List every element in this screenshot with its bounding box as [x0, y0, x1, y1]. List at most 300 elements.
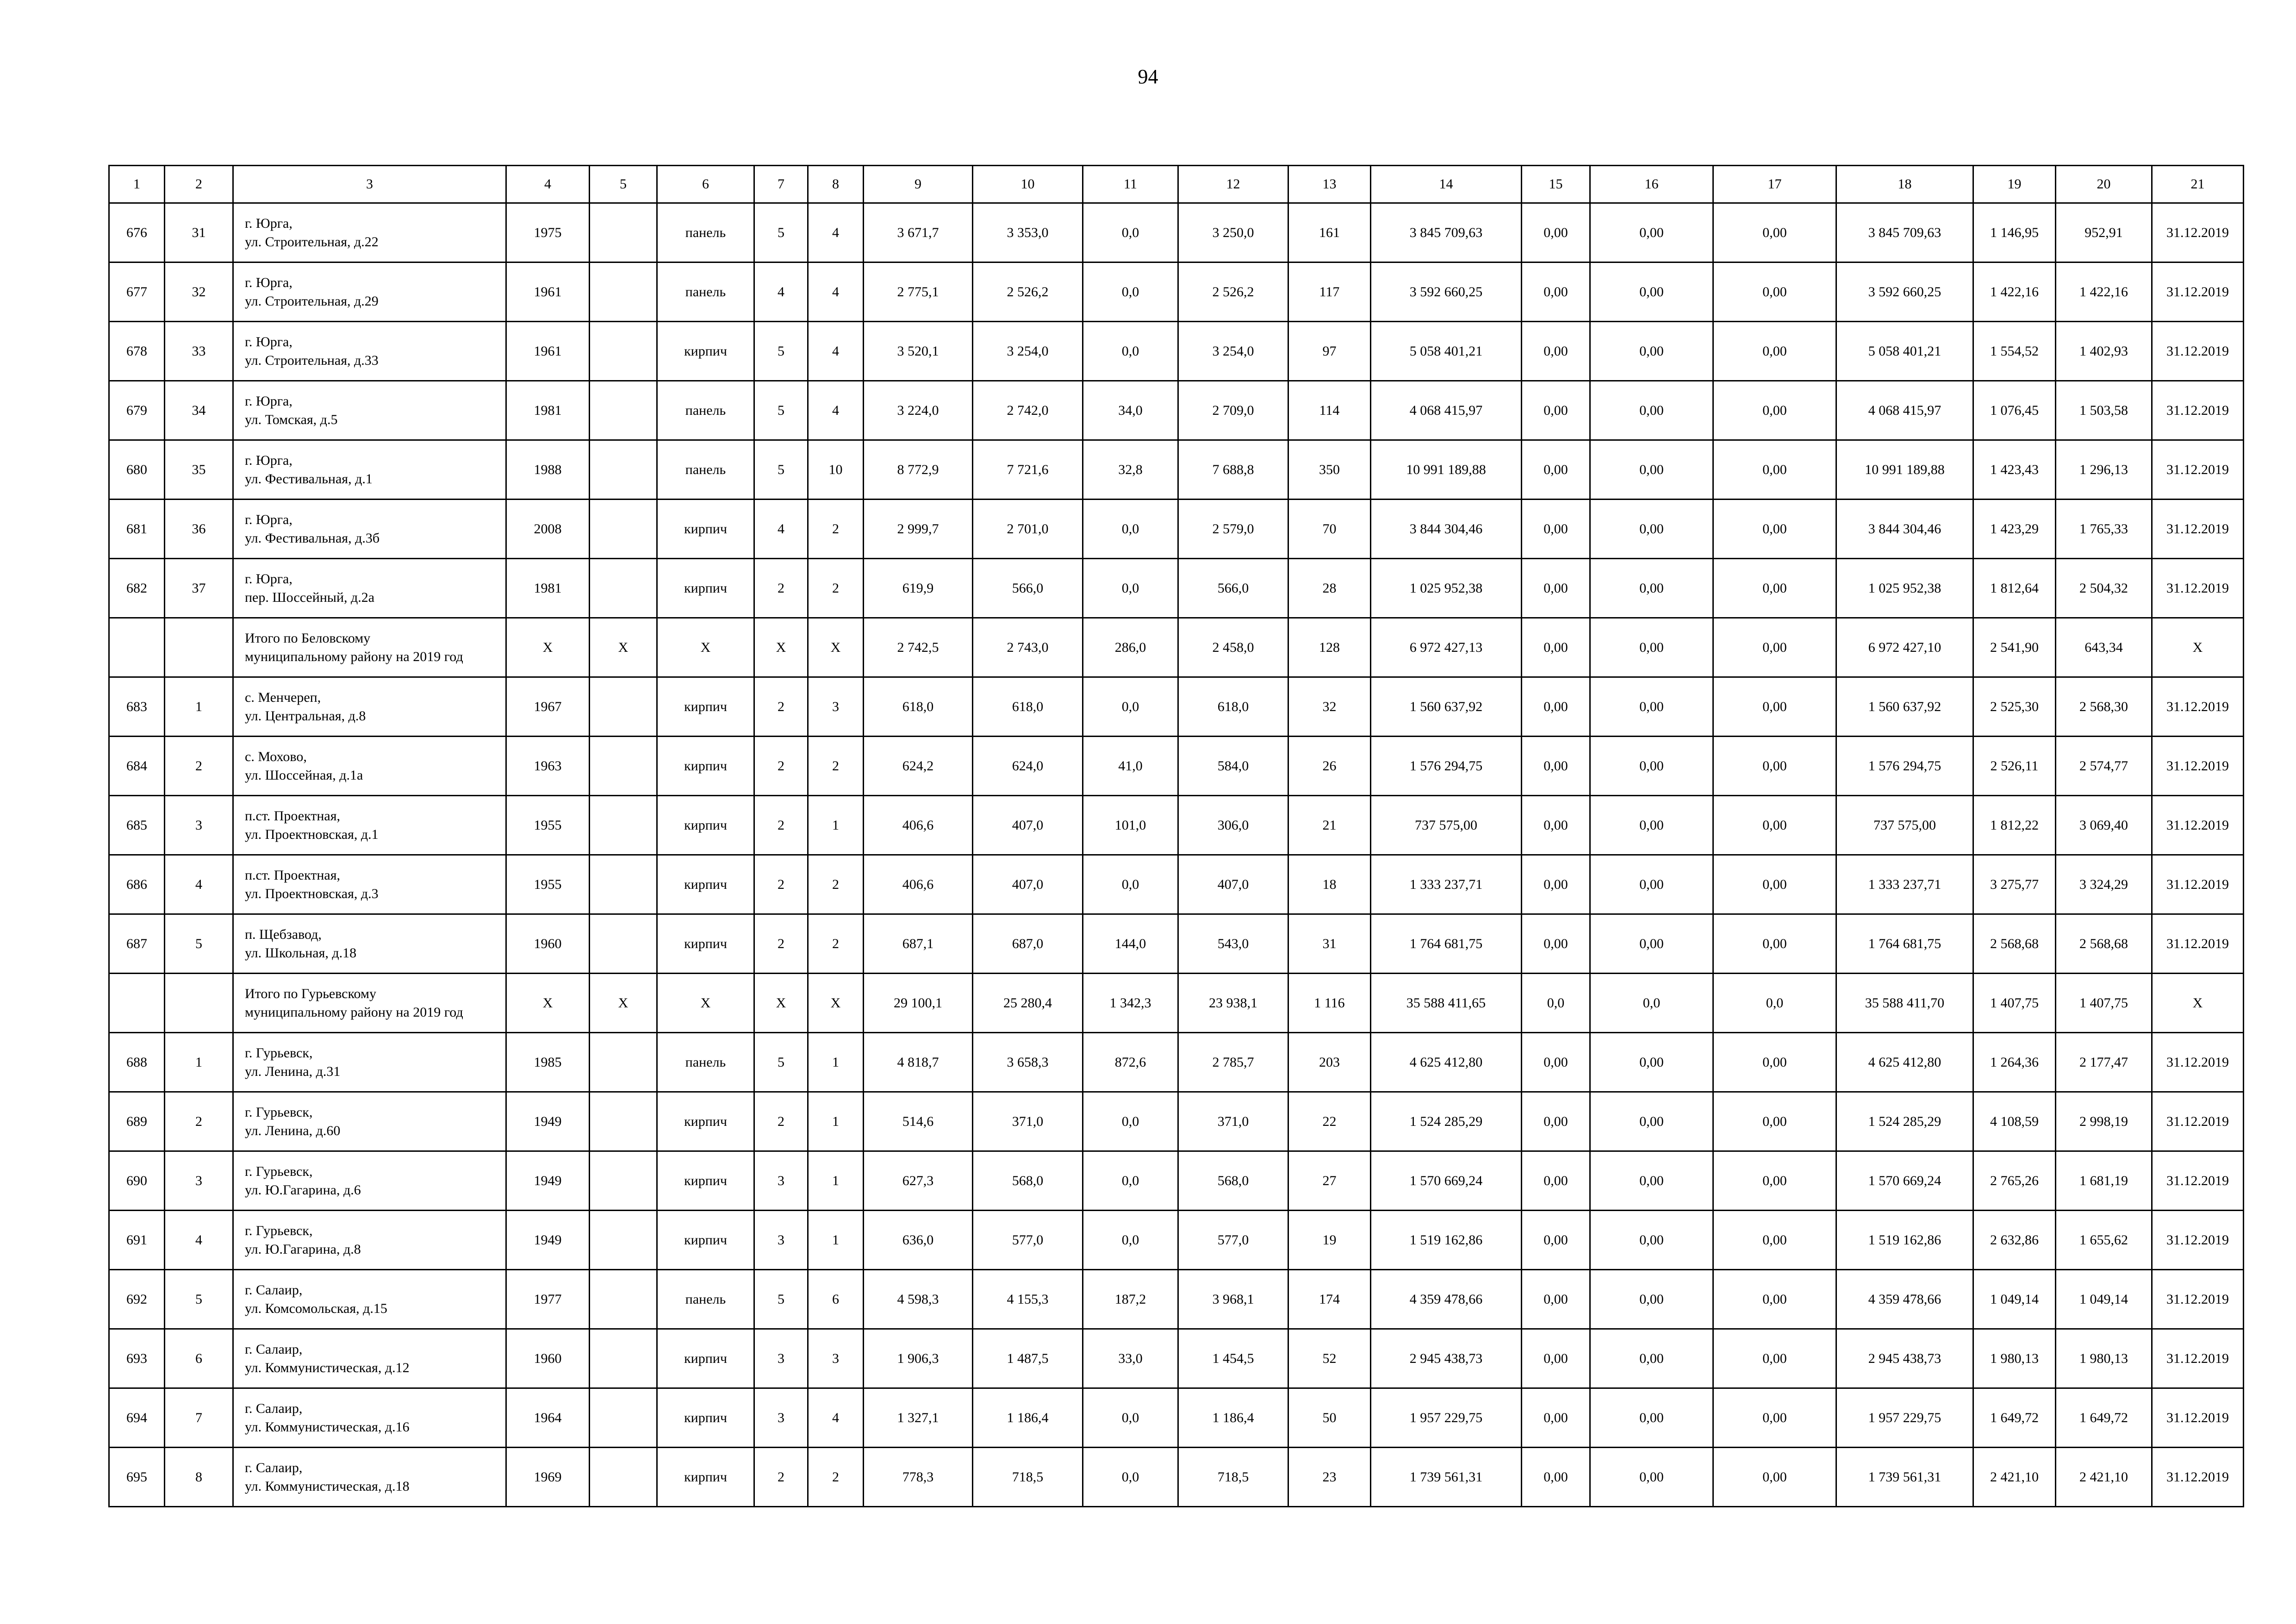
- table-cell: 0,00: [1522, 1270, 1590, 1329]
- table-cell: г. Юрга, ул. Строительная, д.22: [233, 203, 506, 262]
- table-cell: 2 458,0: [1178, 618, 1288, 677]
- table-cell: 0,00: [1713, 1448, 1836, 1507]
- table-cell: 2 743,0: [973, 618, 1083, 677]
- column-header: 20: [2056, 166, 2152, 203]
- table-cell: 695: [109, 1448, 165, 1507]
- table-cell: 3 250,0: [1178, 203, 1288, 262]
- table-cell: 2: [754, 1092, 808, 1151]
- table-cell: 4 108,59: [1973, 1092, 2056, 1151]
- table-cell: 0,0: [1522, 974, 1590, 1033]
- table-row: [109, 1033, 2244, 1092]
- table-cell: 1 812,22: [1973, 796, 2056, 855]
- table-cell: 1 649,72: [1973, 1388, 2056, 1448]
- table-cell: 1961: [506, 322, 590, 381]
- table-cell: 29 100,1: [864, 974, 973, 1033]
- table-cell: 4: [165, 855, 233, 914]
- table-cell: 1 503,58: [2056, 381, 2152, 440]
- table-cell: 0,00: [1522, 203, 1590, 262]
- table-cell: 203: [1288, 1033, 1371, 1092]
- table-cell: 0,00: [1522, 1388, 1590, 1448]
- table-cell: 4: [808, 1388, 864, 1448]
- table-cell: 684: [109, 737, 165, 796]
- table-cell: 3 254,0: [973, 322, 1083, 381]
- table-cell: 3 592 660,25: [1371, 262, 1522, 322]
- table-cell: панель: [657, 203, 754, 262]
- table-row: [109, 262, 2244, 322]
- table-cell: 144,0: [1083, 914, 1178, 974]
- table-cell: 543,0: [1178, 914, 1288, 974]
- table-cell: кирпич: [657, 1448, 754, 1507]
- table-cell: 2 526,11: [1973, 737, 2056, 796]
- table-cell: г. Салаир, ул. Коммунистическая, д.16: [233, 1388, 506, 1448]
- table-cell: 3: [754, 1388, 808, 1448]
- table-cell: 0,00: [1713, 855, 1836, 914]
- table-cell: п.ст. Проектная, ул. Проектновская, д.3: [233, 855, 506, 914]
- table-cell: 32: [1288, 677, 1371, 737]
- table-cell: [590, 440, 657, 500]
- table-cell: 0,00: [1713, 1388, 1836, 1448]
- table-cell: 0,0: [1083, 855, 1178, 914]
- table-cell: 1 576 294,75: [1371, 737, 1522, 796]
- table-cell: 1 764 681,75: [1371, 914, 1522, 974]
- table-cell: 0,0: [1590, 974, 1713, 1033]
- table-cell: 0,00: [1713, 677, 1836, 737]
- table-cell: 35 588 411,70: [1836, 974, 1973, 1033]
- table-cell: 2: [754, 677, 808, 737]
- data-table: [108, 165, 2244, 1507]
- table-cell: 31.12.2019: [2152, 1033, 2244, 1092]
- table-cell: 1 116: [1288, 974, 1371, 1033]
- table-cell: 406,6: [864, 796, 973, 855]
- table-cell: [590, 1211, 657, 1270]
- table-cell: 1 524 285,29: [1371, 1092, 1522, 1151]
- table-cell: 0,00: [1522, 1211, 1590, 1270]
- table-cell: 32: [165, 262, 233, 322]
- table-cell: 1949: [506, 1151, 590, 1211]
- table-cell: 3 968,1: [1178, 1270, 1288, 1329]
- table-cell: 36: [165, 500, 233, 559]
- table-cell: 1 296,13: [2056, 440, 2152, 500]
- table-cell: 306,0: [1178, 796, 1288, 855]
- table-cell: 0,0: [1083, 262, 1178, 322]
- table-cell: 0,00: [1590, 1448, 1713, 1507]
- table-cell: г. Гурьевск, ул. Ленина, д.31: [233, 1033, 506, 1092]
- column-header: 15: [1522, 166, 1590, 203]
- table-cell: кирпич: [657, 737, 754, 796]
- table-cell: 1 422,16: [2056, 262, 2152, 322]
- column-header: 2: [165, 166, 233, 203]
- table-cell: 618,0: [973, 677, 1083, 737]
- table-cell: 0,00: [1713, 1033, 1836, 1092]
- column-header: 5: [590, 166, 657, 203]
- table-cell: 624,0: [973, 737, 1083, 796]
- table-cell: панель: [657, 262, 754, 322]
- table-cell: 737 575,00: [1836, 796, 1973, 855]
- table-cell: 0,00: [1590, 914, 1713, 974]
- table-cell: X: [754, 974, 808, 1033]
- table-row: [109, 914, 2244, 974]
- table-cell: г. Юрга, ул. Строительная, д.29: [233, 262, 506, 322]
- table-cell: 2: [754, 1448, 808, 1507]
- table-cell: 0,0: [1713, 974, 1836, 1033]
- table-cell: 31: [165, 203, 233, 262]
- table-cell: 3 520,1: [864, 322, 973, 381]
- table-cell: 687: [109, 914, 165, 974]
- table-cell: [590, 559, 657, 618]
- table-cell: [590, 1388, 657, 1448]
- table-cell: 0,0: [1083, 1092, 1178, 1151]
- table-cell: панель: [657, 1270, 754, 1329]
- table-cell: г. Гурьевск, ул. Ю.Гагарина, д.6: [233, 1151, 506, 1211]
- table-cell: 1: [165, 1033, 233, 1092]
- table-cell: 1 264,36: [1973, 1033, 2056, 1092]
- table-cell: 28: [1288, 559, 1371, 618]
- table-cell: 4 155,3: [973, 1270, 1083, 1329]
- table-cell: 1985: [506, 1033, 590, 1092]
- table-cell: 618,0: [1178, 677, 1288, 737]
- table-cell: X: [2152, 974, 2244, 1033]
- table-cell: 0,00: [1522, 440, 1590, 500]
- table-cell: 0,0: [1083, 677, 1178, 737]
- table-cell: 33,0: [1083, 1329, 1178, 1388]
- table-cell: 1975: [506, 203, 590, 262]
- table-cell: 1 957 229,75: [1371, 1388, 1522, 1448]
- column-header: 13: [1288, 166, 1371, 203]
- table-cell: 371,0: [973, 1092, 1083, 1151]
- table-cell: 2: [165, 737, 233, 796]
- table-cell: 5: [754, 440, 808, 500]
- table-cell: 1 570 669,24: [1836, 1151, 1973, 1211]
- table-cell: 2: [754, 737, 808, 796]
- table-cell: 677: [109, 262, 165, 322]
- table-cell: 5: [165, 1270, 233, 1329]
- table-cell: 3 845 709,63: [1836, 203, 1973, 262]
- table-cell: 2: [808, 1448, 864, 1507]
- table-cell: 3: [754, 1329, 808, 1388]
- table-cell: 1 519 162,86: [1836, 1211, 1973, 1270]
- table-cell: 3: [165, 796, 233, 855]
- table-cell: 31.12.2019: [2152, 1092, 2244, 1151]
- table-cell: 0,00: [1713, 500, 1836, 559]
- table-cell: 3 845 709,63: [1371, 203, 1522, 262]
- table-cell: кирпич: [657, 322, 754, 381]
- table-cell: 1949: [506, 1092, 590, 1151]
- table-row: [109, 618, 2244, 677]
- table-cell: [590, 1033, 657, 1092]
- table-cell: 31.12.2019: [2152, 262, 2244, 322]
- table-cell: г. Салаир, ул. Коммунистическая, д.18: [233, 1448, 506, 1507]
- table-cell: 0,00: [1522, 322, 1590, 381]
- table-cell: X: [657, 974, 754, 1033]
- table-cell: 50: [1288, 1388, 1371, 1448]
- table-row: [109, 500, 2244, 559]
- table-cell: 0,00: [1590, 677, 1713, 737]
- table-cell: 1960: [506, 914, 590, 974]
- column-header: 19: [1973, 166, 2056, 203]
- table-cell: [590, 322, 657, 381]
- table-cell: 682: [109, 559, 165, 618]
- table-cell: 31.12.2019: [2152, 1211, 2244, 1270]
- table-cell: 718,5: [1178, 1448, 1288, 1507]
- table-cell: 1 906,3: [864, 1329, 973, 1388]
- table-cell: 693: [109, 1329, 165, 1388]
- table-body: [109, 203, 2244, 1507]
- table-cell: [590, 500, 657, 559]
- table-cell: 2 504,32: [2056, 559, 2152, 618]
- table-cell: 4: [754, 500, 808, 559]
- table-cell: 114: [1288, 381, 1371, 440]
- table-cell: кирпич: [657, 500, 754, 559]
- table-cell: 1961: [506, 262, 590, 322]
- header-row: [109, 166, 2244, 203]
- table-cell: 3 353,0: [973, 203, 1083, 262]
- table-cell: 2 526,2: [973, 262, 1083, 322]
- table-cell: 0,0: [1083, 1211, 1178, 1270]
- table-cell: 161: [1288, 203, 1371, 262]
- table-cell: 0,0: [1083, 203, 1178, 262]
- table-cell: 5: [754, 1270, 808, 1329]
- table-cell: 3 844 304,46: [1371, 500, 1522, 559]
- table-cell: 687,0: [973, 914, 1083, 974]
- table-cell: 690: [109, 1151, 165, 1211]
- table-cell: 0,00: [1590, 796, 1713, 855]
- table-cell: 6 972 427,13: [1371, 618, 1522, 677]
- table-cell: 2 421,10: [1973, 1448, 2056, 1507]
- column-header: 6: [657, 166, 754, 203]
- table-cell: 31: [1288, 914, 1371, 974]
- table-cell: г. Юрга, пер. Шоссейный, д.2а: [233, 559, 506, 618]
- table-cell: 1 333 237,71: [1836, 855, 1973, 914]
- table-cell: 2 568,68: [2056, 914, 2152, 974]
- table-cell: X: [657, 618, 754, 677]
- table-cell: 1 980,13: [2056, 1329, 2152, 1388]
- table-cell: 0,00: [1522, 1448, 1590, 1507]
- table-cell: 737 575,00: [1371, 796, 1522, 855]
- table-cell: 2 709,0: [1178, 381, 1288, 440]
- table-cell: 97: [1288, 322, 1371, 381]
- table-cell: 577,0: [973, 1211, 1083, 1270]
- table-cell: [590, 1270, 657, 1329]
- table-cell: 685: [109, 796, 165, 855]
- table-cell: 2: [808, 500, 864, 559]
- table-cell: 8 772,9: [864, 440, 973, 500]
- table-cell: 2: [808, 855, 864, 914]
- table-cell: 3 592 660,25: [1836, 262, 1973, 322]
- table-cell: 0,00: [1590, 262, 1713, 322]
- table-cell: 1: [808, 1151, 864, 1211]
- table-cell: 1 342,3: [1083, 974, 1178, 1033]
- table-cell: 407,0: [973, 855, 1083, 914]
- table-cell: 679: [109, 381, 165, 440]
- table-cell: 694: [109, 1388, 165, 1448]
- table-cell: 0,00: [1590, 618, 1713, 677]
- table-cell: 3 844 304,46: [1836, 500, 1973, 559]
- table-cell: [590, 737, 657, 796]
- table-cell: 683: [109, 677, 165, 737]
- table-cell: 0,00: [1522, 1329, 1590, 1388]
- table-cell: 0,00: [1522, 559, 1590, 618]
- table-cell: 1981: [506, 559, 590, 618]
- table-cell: 0,0: [1083, 1151, 1178, 1211]
- table-cell: 0,00: [1590, 737, 1713, 796]
- table-cell: 371,0: [1178, 1092, 1288, 1151]
- table-cell: 2: [165, 1092, 233, 1151]
- table-cell: 1 186,4: [1178, 1388, 1288, 1448]
- table-cell: 22: [1288, 1092, 1371, 1151]
- table-row: [109, 796, 2244, 855]
- table-cell: 3 324,29: [2056, 855, 2152, 914]
- table-cell: 687,1: [864, 914, 973, 974]
- table-cell: 0,00: [1590, 559, 1713, 618]
- table-cell: 1960: [506, 1329, 590, 1388]
- table-cell: 2 742,5: [864, 618, 973, 677]
- table-cell: 4 359 478,66: [1371, 1270, 1522, 1329]
- table-cell: 514,6: [864, 1092, 973, 1151]
- table-cell: 2 945 438,73: [1371, 1329, 1522, 1388]
- table-cell: 4: [165, 1211, 233, 1270]
- column-header: 14: [1371, 166, 1522, 203]
- table-cell: 4: [754, 262, 808, 322]
- table-cell: 627,3: [864, 1151, 973, 1211]
- table-cell: г. Юрга, ул. Томская, д.5: [233, 381, 506, 440]
- table-cell: 31.12.2019: [2152, 322, 2244, 381]
- table-cell: 2 998,19: [2056, 1092, 2152, 1151]
- column-header: 9: [864, 166, 973, 203]
- table-cell: 34,0: [1083, 381, 1178, 440]
- table-cell: 1 739 561,31: [1836, 1448, 1973, 1507]
- table-cell: 31.12.2019: [2152, 796, 2244, 855]
- table-cell: 676: [109, 203, 165, 262]
- table-cell: 31.12.2019: [2152, 559, 2244, 618]
- table-cell: 1: [808, 796, 864, 855]
- table-cell: 618,0: [864, 677, 973, 737]
- table-cell: 52: [1288, 1329, 1371, 1388]
- table-cell: 31.12.2019: [2152, 203, 2244, 262]
- column-header: 12: [1178, 166, 1288, 203]
- table-cell: кирпич: [657, 914, 754, 974]
- table-cell: 0,00: [1713, 737, 1836, 796]
- table-cell: 2 765,26: [1973, 1151, 2056, 1211]
- table-cell: 0,00: [1713, 1092, 1836, 1151]
- table-cell: 0,00: [1713, 1211, 1836, 1270]
- table-cell: кирпич: [657, 796, 754, 855]
- table-cell: 1: [808, 1092, 864, 1151]
- table-cell: г. Салаир, ул. Комсомольская, д.15: [233, 1270, 506, 1329]
- table-cell: 31.12.2019: [2152, 737, 2244, 796]
- table-cell: 1 423,29: [1973, 500, 2056, 559]
- table-cell: кирпич: [657, 677, 754, 737]
- table-row: [109, 677, 2244, 737]
- table-cell: 0,00: [1713, 796, 1836, 855]
- table-row: [109, 1329, 2244, 1388]
- table-cell: X: [506, 618, 590, 677]
- table-cell: 31.12.2019: [2152, 914, 2244, 974]
- table-cell: 31.12.2019: [2152, 1270, 2244, 1329]
- table-cell: 678: [109, 322, 165, 381]
- column-header: 1: [109, 166, 165, 203]
- table-cell: 0,00: [1522, 677, 1590, 737]
- table-cell: 21: [1288, 796, 1371, 855]
- table-cell: 778,3: [864, 1448, 973, 1507]
- table-cell: 0,00: [1522, 1092, 1590, 1151]
- column-header: 3: [233, 166, 506, 203]
- table-cell: 1 655,62: [2056, 1211, 2152, 1270]
- table-cell: 1 025 952,38: [1836, 559, 1973, 618]
- table-cell: 10 991 189,88: [1836, 440, 1973, 500]
- table-cell: [590, 855, 657, 914]
- table-cell: 7 688,8: [1178, 440, 1288, 500]
- table-cell: 31.12.2019: [2152, 1448, 2244, 1507]
- table-cell: кирпич: [657, 855, 754, 914]
- table-cell: [109, 974, 165, 1033]
- table-cell: 1 739 561,31: [1371, 1448, 1522, 1507]
- table-cell: 0,00: [1522, 618, 1590, 677]
- table-cell: [590, 796, 657, 855]
- column-header: 7: [754, 166, 808, 203]
- table-cell: с. Мохово, ул. Шоссейная, д.1а: [233, 737, 506, 796]
- table-cell: 1 327,1: [864, 1388, 973, 1448]
- table-cell: 3: [808, 677, 864, 737]
- table-cell: 23: [1288, 1448, 1371, 1507]
- table-cell: 0,00: [1713, 618, 1836, 677]
- table-cell: 4 818,7: [864, 1033, 973, 1092]
- table-cell: 2 525,30: [1973, 677, 2056, 737]
- table-cell: 31.12.2019: [2152, 440, 2244, 500]
- table-cell: 2 785,7: [1178, 1033, 1288, 1092]
- table-cell: 35 588 411,65: [1371, 974, 1522, 1033]
- table-cell: 1 519 162,86: [1371, 1211, 1522, 1270]
- table-cell: 2 177,47: [2056, 1033, 2152, 1092]
- table-cell: 1 980,13: [1973, 1329, 2056, 1388]
- table-cell: 31.12.2019: [2152, 500, 2244, 559]
- table-cell: 0,00: [1590, 1033, 1713, 1092]
- table-row: [109, 737, 2244, 796]
- table-cell: 0,00: [1522, 796, 1590, 855]
- table-cell: 1 576 294,75: [1836, 737, 1973, 796]
- table-cell: 2 526,2: [1178, 262, 1288, 322]
- table-cell: 0,00: [1590, 440, 1713, 500]
- table-cell: 31.12.2019: [2152, 381, 2244, 440]
- table-cell: 2 775,1: [864, 262, 973, 322]
- table-cell: 0,0: [1083, 500, 1178, 559]
- table-cell: 1 570 669,24: [1371, 1151, 1522, 1211]
- table-cell: 1 423,43: [1973, 440, 2056, 500]
- table-cell: 1963: [506, 737, 590, 796]
- table-cell: 35: [165, 440, 233, 500]
- table-cell: 619,9: [864, 559, 973, 618]
- table-cell: г. Юрга, ул. Строительная, д.33: [233, 322, 506, 381]
- table-cell: 691: [109, 1211, 165, 1270]
- table-cell: 2 632,86: [1973, 1211, 2056, 1270]
- table-cell: 0,00: [1713, 914, 1836, 974]
- table-cell: 584,0: [1178, 737, 1288, 796]
- table-cell: г. Гурьевск, ул. Ленина, д.60: [233, 1092, 506, 1151]
- table-cell: [165, 618, 233, 677]
- table-cell: 31.12.2019: [2152, 1151, 2244, 1211]
- table-cell: 3 069,40: [2056, 796, 2152, 855]
- table-cell: 0,00: [1713, 1151, 1836, 1211]
- table-cell: 0,00: [1590, 1329, 1713, 1388]
- table-cell: 0,00: [1590, 1388, 1713, 1448]
- table-cell: 643,34: [2056, 618, 2152, 677]
- table-cell: 2 541,90: [1973, 618, 2056, 677]
- table-cell: 1988: [506, 440, 590, 500]
- table-cell: 0,00: [1590, 1211, 1713, 1270]
- table-cell: 5: [754, 1033, 808, 1092]
- table-cell: 568,0: [973, 1151, 1083, 1211]
- table-cell: [590, 203, 657, 262]
- column-header: 16: [1590, 166, 1713, 203]
